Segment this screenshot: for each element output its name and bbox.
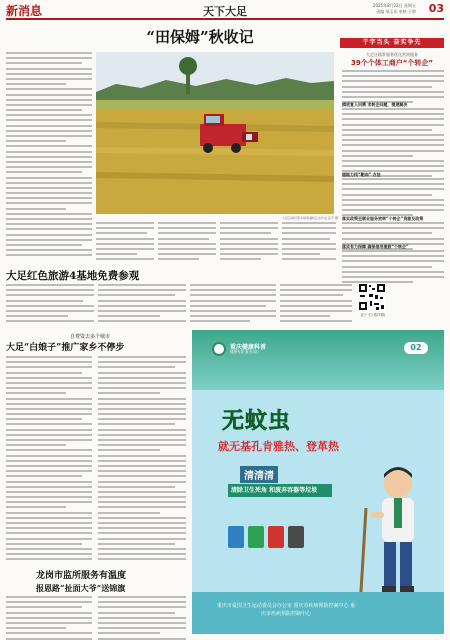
lead-headline: “田保姆”秋收记 — [146, 28, 254, 46]
story2-body — [280, 284, 352, 326]
health-logo-icon — [212, 342, 226, 356]
lead-body-text-col5 — [282, 222, 336, 264]
newspaper-logo: 新消息 — [6, 4, 43, 18]
sidebar-headline: 39个个体工商户“个转企” — [351, 59, 433, 67]
editor-credit: 责编 邹玉东 审核 王婷 — [376, 9, 416, 14]
lead-body-text-col1 — [6, 52, 92, 260]
story4-subheadline: 报恩路“扯面大爷”送锦旗 — [36, 583, 126, 593]
sidebar-subhead: 落实政策至顺业服务效率“个转企”贷款及政策 — [342, 216, 424, 221]
ad-banner — [192, 330, 444, 390]
rice-field-illustration — [96, 52, 334, 214]
story3-kicker: 自费资去多个城市 — [69, 334, 110, 340]
story4-body-col1 — [6, 596, 92, 640]
qr-code-icon[interactable] — [358, 283, 386, 311]
page-number: 03 — [428, 2, 444, 15]
qr-caption: (扫一扫 看详情) — [360, 313, 386, 317]
sidebar-header: 干字当头 奋实争先 — [340, 38, 444, 48]
sidebar-subhead: 落实有力保障 确保信用提振“个转企” — [342, 244, 409, 249]
lead-body-text-col2 — [96, 222, 154, 264]
ad-slogan: 就无基孔肯雅热、登革热 — [218, 440, 339, 453]
sidebar-subhead: 提能力找“靶向” 方法 — [342, 172, 381, 177]
lead-body-text-col3 — [158, 222, 216, 264]
section-title: 天下大足 — [203, 5, 247, 18]
lead-body-text-col4 — [220, 222, 278, 264]
rice-harvest-photo — [96, 52, 334, 214]
ad-brand-sub: 健康有我 重庆同行 — [230, 350, 260, 354]
story2-headline: 大足红色旅游4基地免费参观 — [6, 270, 140, 282]
ad-label: 清清清 — [240, 466, 278, 483]
sidebar-body-3 — [342, 178, 444, 220]
issue-date: 2025年8月22日 星期五 — [372, 3, 416, 8]
sidebar-subtitle: 大足区精准服务优化营商服务 — [366, 52, 418, 57]
ad-action: 清除卫生死角 和废弃容器等垃圾 — [228, 484, 332, 497]
ad-number-badge: 02 — [404, 342, 428, 354]
story4-body-col2 — [98, 596, 186, 640]
sidebar-body-1 — [342, 70, 444, 106]
sidebar-subhead: 摸底复人问需 求转企问题，提速解决 — [342, 102, 408, 107]
story3-headline: 大足“白娘子”推广家乡不停步 — [6, 343, 125, 353]
masthead-rule — [6, 18, 444, 20]
story2-body — [6, 284, 94, 326]
health-advertisement — [192, 330, 444, 634]
masthead — [0, 0, 450, 22]
sidebar-body-2 — [342, 108, 444, 181]
story2-body — [98, 284, 186, 326]
story3-body-col2 — [98, 356, 186, 564]
story2-body — [190, 284, 276, 326]
photo-caption: 大足区稻田里水稻收割机正在作业 张宇 摄 — [282, 216, 338, 220]
sidebar-body-5 — [342, 250, 444, 286]
ad-sponsors: 重庆市爱国卫生运动委员会办公室 重庆市疾病预防控制中心 重庆市疾病预防控制中心 — [216, 603, 356, 617]
ad-title: 无蚊虫 — [222, 409, 292, 434]
ad-brand: 重庆健康科普 — [230, 344, 267, 351]
story3-body-col1 — [6, 356, 92, 564]
story4-headline: 龙岗市监所服务有温度 — [36, 571, 127, 581]
